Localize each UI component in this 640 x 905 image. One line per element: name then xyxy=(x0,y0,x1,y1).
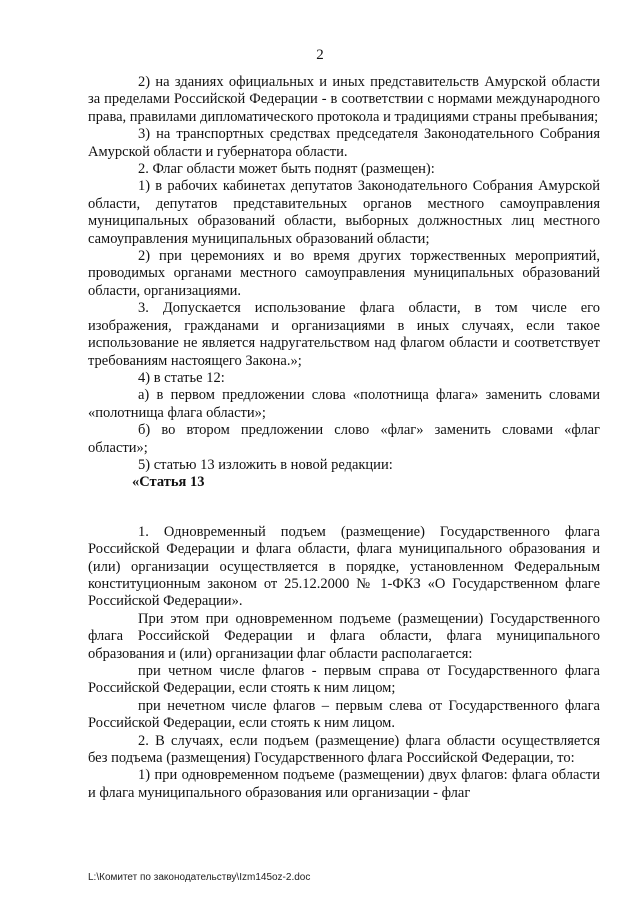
paragraph: а) в первом предложении слова «полотнища флага» заменить словами «полотнища флага области»; xyxy=(88,387,600,421)
article-paragraph: При этом при одновременном подъеме (размещении) Государственного флага Российской Федерации и флага области, флага муниципального образования и (или) организации флаг области располагается: xyxy=(88,610,600,662)
paragraph: 5) статью 13 изложить в новой редакции: xyxy=(138,456,393,473)
paragraph: 1) в рабочих кабинетах депутатов Законодательного Собрания Амурской области, депутатов представительных органов местного самоуправления муниципальных образований области, выборных должностных лиц местного самоуправления муниципальных образований области; xyxy=(88,178,600,247)
article-paragraph: при нечетном числе флагов – первым слева от Государственного флага Российской Федерации, если стоять к ним лицом. xyxy=(88,697,600,732)
article-paragraph: 1. Одновременный подъем (размещение) Государственного флага Российской Федерации и флага области, флага муниципального образования и (или) организации осуществляется в порядке, установленном Федеральным конституционным законом от 25.12.2000 № 1-ФКЗ «О Государственном флаге Российской Федерации». xyxy=(88,523,600,610)
paragraph: б) во втором предложении слово «флаг» заменить словами «флаг области»; xyxy=(88,422,600,456)
paragraph: 2) на зданиях официальных и иных представительств Амурской области за пределами Российской Федерации - в соответствии с нормами международного права, правилами дипломатического протокола и традициями страны пребывания; xyxy=(88,74,600,125)
paragraph: 3. Допускается использование флага области, в том числе его изображения, гражданами и организациями в иных случаях, если такое использование не является надругательством над флагом области и соответствует требованиям настоящего Закона.»; xyxy=(88,300,600,369)
paragraph: 3) на транспортных средствах председателя Законодательного Собрания Амурской области и губернатора области. xyxy=(88,126,600,160)
paragraph: 4) в статье 12: xyxy=(138,369,225,386)
article-paragraph: при четном числе флагов - первым справа от Государственного флага Российской Федерации, если стоять к ним лицом; xyxy=(88,663,600,697)
article-heading: «Статья 13 xyxy=(132,474,205,491)
page-number: 2 xyxy=(316,47,324,63)
document-body xyxy=(88,74,600,802)
article-paragraph: 2. В случаях, если подъем (размещение) флага области осуществляется без подъема (размещения) Государственного флага Российской Федерации, то: xyxy=(88,732,600,767)
footer-file-path: L:\Комитет по законодательству\Izm145oz-2.doc xyxy=(88,872,311,883)
paragraph: 2) при церемониях и во время других торжественных мероприятий, проводимых органами местного самоуправления муниципальных образований области, организациями. xyxy=(88,248,600,299)
article-paragraph: 1) при одновременном подъеме (размещении) двух флагов: флага области и флага муниципального образования или организации - флаг xyxy=(88,767,600,801)
paragraph: 2. Флаг области может быть поднят (размещен): xyxy=(138,161,435,178)
